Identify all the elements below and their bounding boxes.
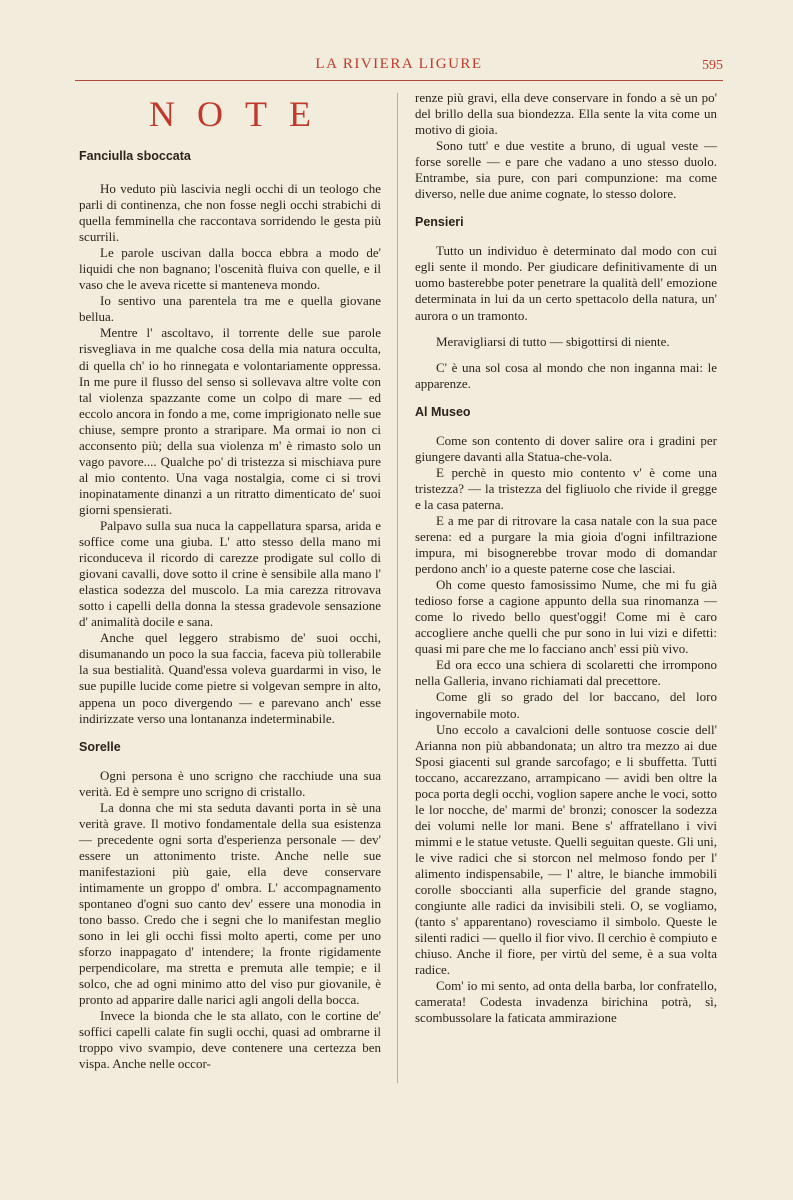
paragraph: Oh come questo famosissimo Nume, che mi fu già tedioso forse a cagione appunto della sua rinomanza — come lo rivedo bello quest'oggi! Come mi è caro accogliere anche quelli che pur sono in lui vizi e difetti: quasi mi pare che me lo facciano anch' essi più vivo. bbox=[415, 577, 717, 657]
left-column bbox=[79, 90, 381, 1072]
section-heading-pensieri: Pensieri bbox=[415, 215, 464, 230]
section-heading-fanciulla: Fanciulla sboccata bbox=[79, 149, 191, 163]
paragraph: E a me par di ritrovare la casa natale con la sua pace serena: ed a purgare la mia gioia d'ogni infiltrazione impura, mi bisognerebbe trovar modo di domandar perdono anch' io a queste paterne cose che lasciai. bbox=[415, 512, 717, 577]
paragraph: Tutto un individuo è determinato dal modo con cui egli sente il mondo. Per giudicare definitivamente di un uomo basterebbe poter penetrare la qualità dell' emozione determinata in lui da un certo spettacolo della natura, un' aurora o un tramonto. bbox=[415, 243, 717, 323]
page-number: 595 bbox=[702, 58, 723, 73]
section-heading-sorelle: Sorelle bbox=[79, 739, 121, 754]
paragraph: Come son contento di dover salire ora i gradini per giungere davanti alla Statua-che-vola. bbox=[415, 432, 717, 464]
paragraph: Com' io mi sento, ad onta della barba, lor confratello, camerata! Codesta invadenza birichina potrà, sì, scombussolare la faticata ammirazione bbox=[415, 978, 717, 1026]
paragraph: Sono tutt' e due vestite a bruno, di ugual veste — forse sorelle — e pare che vadano a uno stesso duolo. Entrambe, sia pure, con pari compunzione: ma come diverso, nelle due anime cognate, lo stesso dolore. bbox=[415, 138, 717, 202]
running-header bbox=[75, 56, 723, 78]
column-divider bbox=[397, 93, 398, 1083]
journal-title: LA RIVIERA LIGURE bbox=[315, 56, 483, 72]
paragraph: Come gli so grado del lor baccano, del loro ingovernabile moto. bbox=[415, 689, 717, 721]
paragraph: Ho veduto più lascivia negli occhi di un teologo che parli di continenza, che non fosse negli occhi strabichi di quella femminella che raccontava sorridendo le gesta più scurrili. bbox=[79, 181, 381, 245]
notes-title: NOTE bbox=[149, 94, 333, 134]
paragraph: Ed ora ecco una schiera di scolaretti che irrompono nella Galleria, invano richiamati dal precettore. bbox=[415, 657, 717, 689]
section-heading-al-museo: Al Museo bbox=[415, 404, 471, 419]
paragraph: Ogni persona è uno scrigno che racchiude una sua verità. Ed è sempre uno scrigno di cristallo. bbox=[79, 767, 381, 799]
paragraph-continuation: renze più gravi, ella deve conservare in fondo a sè un po' del brillo della sua biondezza. Ella sente la vita come un motivo di gioia. bbox=[415, 90, 717, 138]
paragraph: Invece la bionda che le sta allato, con le cortine de' soffici capelli calate fin sugli occhi, quasi ad ombrarne il troppo vivo svampio, deve contenere una certezza ben vispa. Anche nelle occor- bbox=[79, 1008, 381, 1072]
paragraph: Le parole uscivan dalla bocca ebbra a modo de' liquidi che non bagnano; l'oscenità fluiva con quelle, e il vaso che le aveva ricette si manteneva mondo. bbox=[79, 245, 381, 293]
aphorism: C' è una sol cosa al mondo che non inganna mai: le apparenze. bbox=[415, 359, 717, 391]
paragraph: La donna che mi sta seduta davanti porta in sè una verità grave. Il motivo fondamentale della sua esistenza — precedente ogni sorta d'esperienza personale — dev' essere un attonimento triste. Anche nelle sue manifestazioni più gaie, ella deve conservare intimamente un groppo d' ombra. L' accompagnamento spontaneo d'ogni suo canto dev' essere una monodia in tono basso. Credo che i segni che lo manifestan meglio sono in lei gli occhi fissi molto aperti, come per uno sforzo inappagato d' intendere; la fronte rigidamente perpendicolare, ma stretta e premuta alle tempie; e il solco, che ad ogni minimo atto del viso pur giovanile, è pronto ad apparire dalle narici agli angoli della bocca. bbox=[79, 799, 381, 1008]
paragraph: Anche quel leggero strabismo de' suoi occhi, disumanando un poco la sua faccia, faceva più tollerabile la sua bestialità. Quand'essa voleva guardarmi in viso, le sue pupille lucide come pietre si volgevan sempre in alto, appena un poco divergendo — e parevano anch' esse indirizzate verso una lontananza indeterminabile. bbox=[79, 630, 381, 726]
paragraph: E perchè in questo mio contento v' è come una tristezza? — la tristezza del figliuolo che rivide il gregge e la casa paterna. bbox=[415, 464, 717, 512]
paragraph: Uno eccolo a cavalcioni delle sontuose coscie dell' Arianna non più abbandonata; un altro tra mezzo ai due Sposi giacenti sul grande sarcofago; e li sbuffetta. Tutti toccano, accarezzano, arrampicano — avidi ben oltre la poca porta degli occhi, voglion sapere anche le voci, sotto le lor nocche, de' marmi de' bronzi; conoscer la sodezza dei volumi nelle lor mani. Bene s' affratellano i vivi mimmi e le statue vetuste. Quelli seguitan queste. Gli uni, le vive radici che si storcon nel melmoso fondo per l' alimento indispensabile, — l' altre, le bianche immobili corolle sboccianti alla superficie del grande stagno, congiunte alle radici da invisibili steli. O, se vogliamo, (tanto s' apparentano) rovesciamo il simbolo. Queste le silenti radici — quello il fior vivo. Il cerchio è compiuto e chiuso. Anche il fiore, per virtù del seme, è a sua volta radice. bbox=[415, 721, 717, 978]
header-rule bbox=[75, 80, 723, 81]
paragraph: Palpavo sulla sua nuca la cappellatura sparsa, arida e soffice come una giuba. L' atto stesso della mano mi riconduceva il ricordo di carezze prodigate sul collo di giovani cavalli, dove sotto il crine è sensibile alla mano l' elastica sodezza del muscolo. La mia carezza ritrovava sotto i capelli della donna la stessa gradevole sensazione d' animalità docile e sana. bbox=[79, 517, 381, 630]
paragraph: Mentre l' ascoltavo, il torrente delle sue parole risvegliava in me qualche cosa della mia natura occulta, di quella ch' io ho rinnegata e volontariamente oppressa. In me pure il flusso del senso si sollevava altre volte con tal violenza spazzante come un colpo di mare — ed eccolo ancora in fondo a me, come imprigionato nelle sue chiuse, sempre pronto a straripare. Ma ormai io non ci acconsento più; della sua violenza m' è rimasto solo un vago pavore.... Qualche po' di tristezza si mischiava pure al mio contento. Una vaga nostalgia, come ci si trovi inopinatamente dinanzi a un ritratto dimenticato de' suoi giorni spensierati. bbox=[79, 325, 381, 517]
aphorism: Meravigliarsi di tutto — sbigottirsi di niente. bbox=[436, 333, 670, 349]
paragraph: Io sentivo una parentela tra me e quella giovane bellua. bbox=[79, 293, 381, 325]
right-column bbox=[415, 90, 717, 1026]
